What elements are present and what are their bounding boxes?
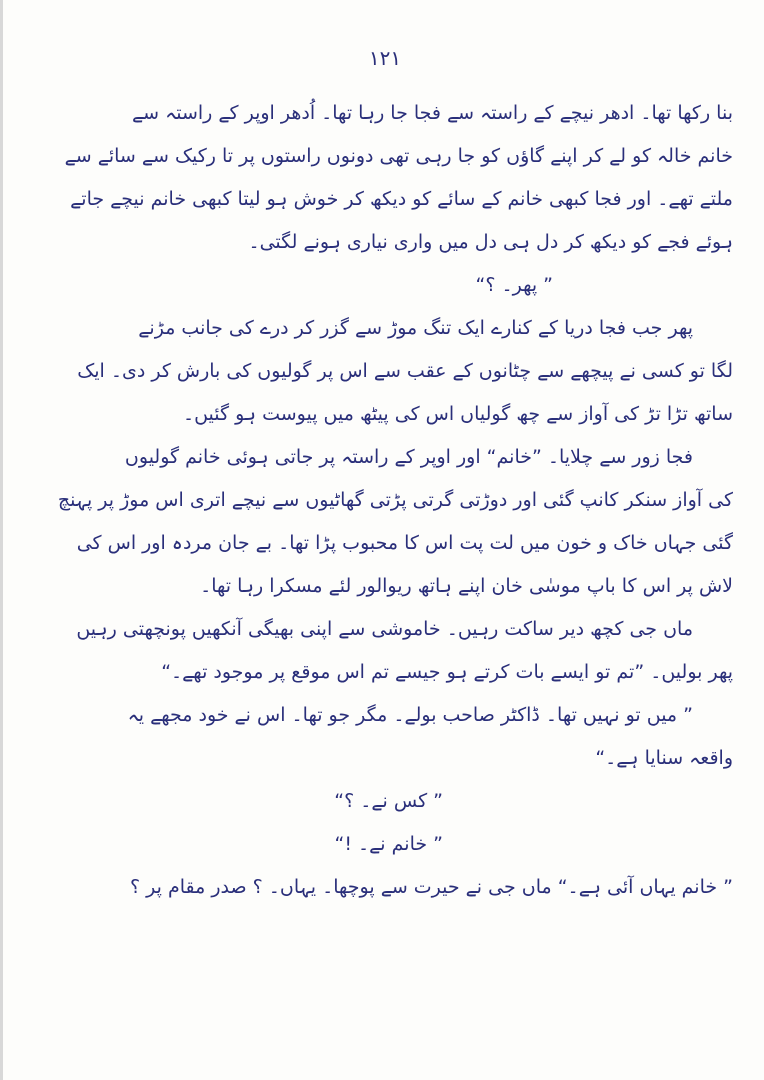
text-line: ” خانم نے۔ !“: [334, 833, 443, 855]
text-line: پھر جب فجا دریا کے کنارے ایک تنگ موڑ سے گزر کر درے کی جانب مڑنے: [138, 317, 693, 339]
text-line: لگا تو کسی نے پیچھے سے چٹانوں کے عقب سے اس پر گولیوں کی بارش کر دی۔ ایک: [77, 360, 733, 382]
text-line: کی آواز سنکر کانپ گئی اور دوڑتی گرتی پڑتی گھاٹیوں سے نیچے اتری اس موڑ پر پہنچ: [57, 489, 733, 511]
text-line: پھر بولیں۔ ”تم تو ایسے بات کرتے ہو جیسے تم اس موقع پر موجود تھے۔“: [161, 661, 733, 683]
text-line: ملتے تھے۔ اور فجا کبھی خانم کے سائے کو دیکھ کر خوش ہو لیتا کبھی خانم نیچے جاتے: [70, 188, 733, 210]
text-line: لاش پر اس کا باپ موسٰی خان اپنے ہاتھ ریوالور لئے مسکرا رہا تھا۔: [200, 575, 733, 597]
text-line: ہوئے فجے کو دیکھ کر دل ہی دل میں واری نیاری ہونے لگتی۔: [248, 231, 733, 253]
text-line: ساتھ تڑا تڑ کی آواز سے چھ گولیاں اس کی پیٹھ میں پیوست ہو گئیں۔: [182, 403, 733, 425]
text-line: ماں جی کچھ دیر ساکت رہیں۔ خاموشی سے اپنی بھیگی آنکھیں پونچھتی رہیں: [76, 618, 693, 640]
text-line: گئی جہاں خاک و خون میں لت پت اس کا محبوب پڑا تھا۔ بے جان مردہ اور اس کی: [76, 532, 733, 554]
text-line: ” پھر۔ ؟“: [475, 274, 553, 296]
text-line: خانم خالہ کو لے کر اپنے گاؤں کو جا رہی تھی دونوں راستوں پر تا رکیک سے سائے سے: [64, 145, 733, 167]
text-line: ” میں تو نہیں تھا۔ ڈاکٹر صاحب بولے۔ مگر جو تھا۔ اس نے خود مجھے یہ: [127, 704, 693, 726]
text-line: بنا رکھا تھا۔ ادھر نیچے کے راستہ سے فجا جا رہا تھا۔ اُدھر اوپر کے راستہ سے: [132, 102, 733, 124]
text-line: فجا زور سے چلایا۔ ”خانم“ اور اوپر کے راستہ پر جاتی ہوئی خانم گولیوں: [124, 446, 693, 468]
urdu-text-block: [43, 92, 733, 909]
text-line: ” خانم یہاں آئی ہے۔“ ماں جی نے حیرت سے پوچھا۔ یہاں۔ ؟ صدر مقام پر ؟: [130, 876, 733, 898]
page-number: ۱۲۱: [368, 46, 402, 70]
text-line: واقعہ سنایا ہے۔“: [595, 747, 733, 769]
text-line: ” کس نے۔ ؟“: [334, 790, 443, 812]
